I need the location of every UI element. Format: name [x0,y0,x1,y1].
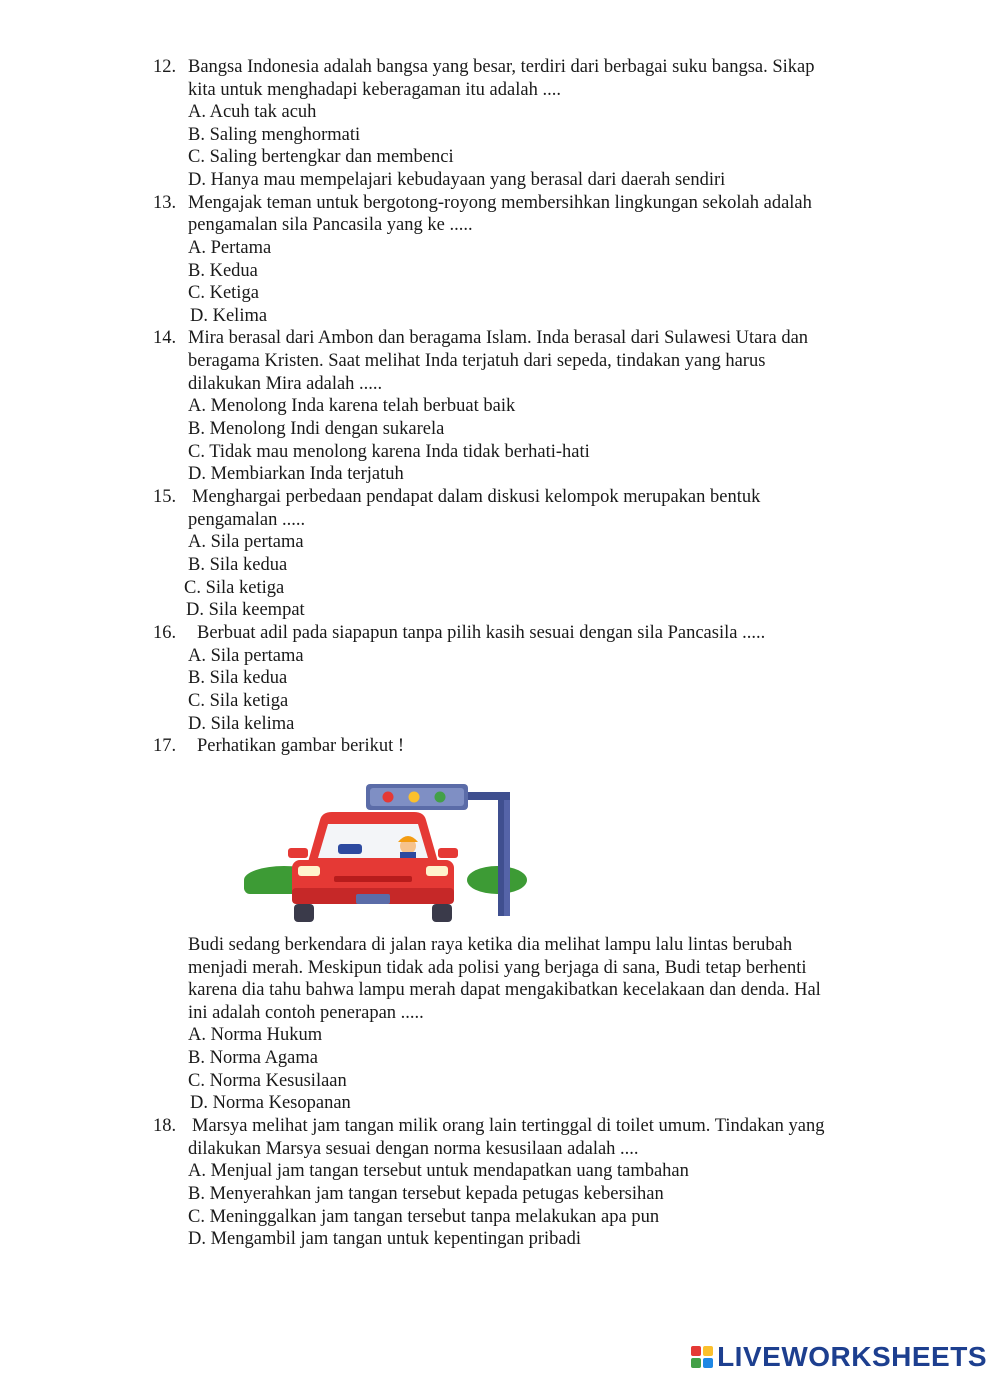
driver-icon [398,836,418,858]
question-17-passage-line-2: menjadi merah. Meskipun tidak ada polisi yang berjaga di sana, Budi tetap berhenti [188,958,807,978]
question-15-option-a[interactable]: A. Sila pertama [188,532,304,552]
question-18-prompt-line-2: dilakukan Marsya sesuai dengan norma kesusilaan adalah .... [188,1139,639,1159]
logo-square-blue [703,1358,713,1368]
question-15-option-b[interactable]: B. Sila kedua [188,555,288,575]
question-18-option-a[interactable]: A. Menjual jam tangan tersebut untuk mendapatkan uang tambahan [188,1161,689,1181]
question-13-prompt-line-1: Mengajak teman untuk bergotong-royong membersihkan lingkungan sekolah adalah [188,193,812,213]
logo-square-yellow [703,1346,713,1356]
question-15-option-d[interactable]: D. Sila keempat [186,600,305,620]
question-15-number: 15. [153,487,177,507]
question-12-prompt-line-2: kita untuk menghadapi keberagaman itu adalah .... [188,80,561,100]
question-14-prompt-line-1: Mira berasal dari Ambon dan beragama Islam. Inda berasal dari Sulawesi Utara dan [188,328,809,348]
question-13-option-a[interactable]: A. Pertama [188,238,272,258]
question-14-option-b[interactable]: B. Menolong Indi dengan sukarela [188,419,445,439]
question-18-prompt-line-1: Marsya melihat jam tangan milik orang lain tertinggal di toilet umum. Tindakan yang [192,1116,825,1136]
question-12-option-d[interactable]: D. Hanya mau mempelajari kebudayaan yang berasal dari daerah sendiri [188,170,726,190]
liveworksheets-logo-icon [691,1346,713,1368]
question-17-option-b[interactable]: B. Norma Agama [188,1048,318,1068]
question-17-option-a[interactable]: A. Norma Hukum [188,1025,323,1045]
question-15-prompt-line-1: Menghargai perbedaan pendapat dalam diskusi kelompok merupakan bentuk [192,487,761,507]
question-17-passage-line-1: Budi sedang berkendara di jalan raya ketika dia melihat lampu lalu lintas berubah [188,935,793,955]
question-16-number: 16. [153,623,177,643]
question-15-prompt-line-2: pengamalan ..... [188,510,306,530]
question-12-prompt-line-1: Bangsa Indonesia adalah bangsa yang besar, terdiri dari berbagai suku bangsa. Sikap [188,57,815,77]
question-13-option-d[interactable]: D. Kelima [190,306,268,326]
bush-right-icon [467,866,527,894]
question-14-option-d[interactable]: D. Membiarkan Inda terjatuh [188,464,404,484]
question-12-number: 12. [153,57,177,77]
question-18-option-d[interactable]: D. Mengambil jam tangan untuk kepentingan pribadi [188,1229,582,1249]
question-13-option-c[interactable]: C. Ketiga [188,283,259,303]
question-13-number: 13. [153,193,177,213]
question-13-prompt-line-2: pengamalan sila Pancasila yang ke ..... [188,215,473,235]
question-12-option-c[interactable]: C. Saling bertengkar dan membenci [188,147,454,167]
question-12-option-a[interactable]: A. Acuh tak acuh [188,102,317,122]
question-16-option-a[interactable]: A. Sila pertama [188,646,304,666]
logo-square-red [691,1346,701,1356]
question-14-prompt-line-2: beragama Kristen. Saat melihat Inda terjatuh dari sepeda, tindakan yang harus [188,351,766,371]
red-car-icon [288,812,458,922]
question-17-option-d[interactable]: D. Norma Kesopanan [190,1093,351,1113]
question-15-option-c[interactable]: C. Sila ketiga [184,578,285,598]
question-18-option-c[interactable]: C. Meninggalkan jam tangan tersebut tanpa melakukan apa pun [188,1207,660,1227]
car-traffic-light-illustration [242,782,532,924]
liveworksheets-brand-text: LIVEWORKSHEETS [717,1341,987,1372]
question-12-option-b[interactable]: B. Saling menghormati [188,125,361,145]
question-17-passage-line-3: karena dia tahu bahwa lampu merah dapat mengakibatkan kecelakaan dan denda. Hal [188,980,821,1000]
question-14-prompt-line-3: dilakukan Mira adalah ..... [188,374,383,394]
question-13-option-b[interactable]: B. Kedua [188,261,258,281]
question-17-prompt-line-1: Perhatikan gambar berikut ! [197,736,405,756]
question-14-number: 14. [153,328,177,348]
question-18-option-b[interactable]: B. Menyerahkan jam tangan tersebut kepada petugas kebersihan [188,1184,664,1204]
question-16-option-b[interactable]: B. Sila kedua [188,668,288,688]
question-17-passage-line-4: ini adalah contoh penerapan ..... [188,1003,424,1023]
question-16-option-c[interactable]: C. Sila ketiga [188,691,289,711]
logo-square-green [691,1358,701,1368]
question-14-option-a[interactable]: A. Menolong Inda karena telah berbuat baik [188,396,516,416]
question-17-number: 17. [153,736,177,756]
question-14-option-c[interactable]: C. Tidak mau menolong karena Inda tidak berhati-hati [188,442,590,462]
question-16-prompt-line-1: Berbuat adil pada siapapun tanpa pilih kasih sesuai dengan sila Pancasila ..... [197,623,766,643]
liveworksheets-logo[interactable] [691,1342,987,1372]
question-18-number: 18. [153,1116,177,1136]
question-16-option-d[interactable]: D. Sila kelima [188,714,295,734]
question-17-option-c[interactable]: C. Norma Kesusilaan [188,1071,347,1091]
